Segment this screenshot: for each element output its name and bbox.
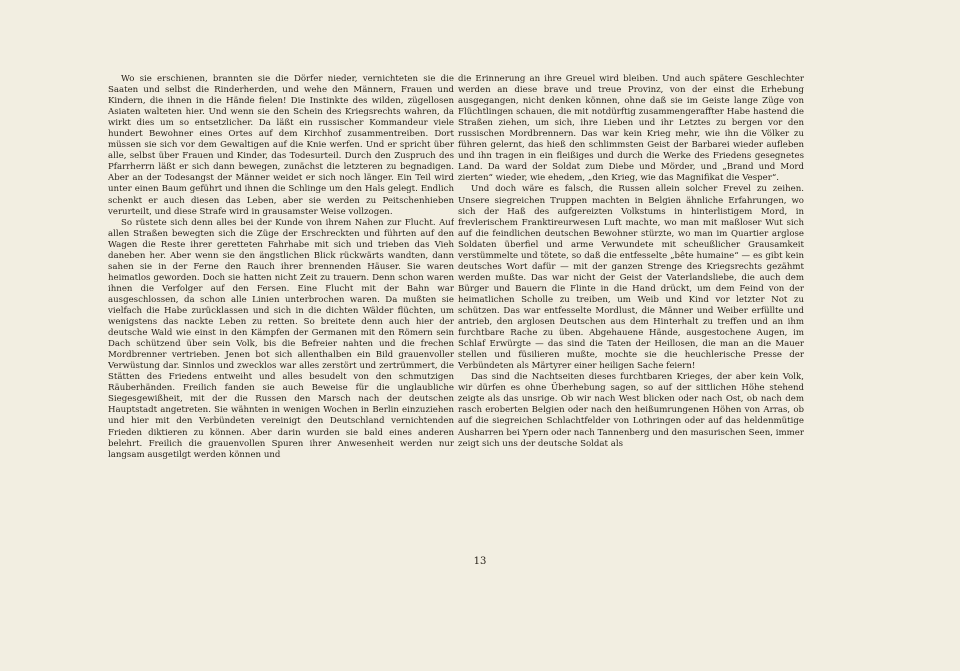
paragraph: So rüstete sich denn alles bei der Kunde von ihrem Nahen zur Flucht. Auf allen Straßen bewegten sich die Züge der Erschreckten und führten auf den Wagen die Reste ihrer geretteten Fahrhabe mit sich und trieben das Vieh daneben her. Aber wenn sie den ängstlichen Blick rückwärts wandten, dann sahen sie in der Ferne den Rauch ihrer brennenden Häuser. Sie waren heimatlos geworden. Doch sie hatten nicht Zeit zu trauern. Denn schon waren ihnen die Verfolger auf den Fersen. Eine Flucht mit der Bahn war ausgeschlossen, da schon alle Linien unterbrochen waren. Da mußten sie vielfach die Habe zurücklassen und sich in die dichten Wälder flüchten, um wenigstens das nackte Leben zu retten. So breitete denn auch hier der deutsche Wald wie einst in den Kämpfen der Germanen mit den Römern sein Dach schützend über sein Volk, bis die Befreier nahten und die frechen Mordbrenner vertrieben. Jenen bot sich allenthalben ein Bild grauenvoller Verwüstung dar. Sinnlos und zwecklos war alles zerstört und zertrümmert, die Stätten des Friedens entweiht und alles besudelt von den schmutzigen Räuberhänden. Freilich fanden sie auch Beweise für die unglaubliche Siegesgewißheit, mit der die Russen den Marsch nach der deutschen Hauptstadt angetreten. Sie wähnten in wenigen Wochen in Berlin einzuziehen und hier mit den Verbündeten vereinigt den Deutschland vernichtenden Frieden diktieren zu können. Aber darin wurden sie bald eines anderen belehrt. Freilich die grauenvollen Spuren ihrer Anwesenheit werden nur langsam ausgetilgt werden können und [108, 217, 454, 460]
right-text-column [458, 74, 804, 542]
paragraph: Und doch wäre es falsch, die Russen allein solcher Frevel zu zeihen. Unsere siegreichen Truppen machten in Belgien ähnliche Erfahrungen, wo sich der Haß des aufgereizten Volkstums in hinterlistigem Mord, in frevlerischem Franktireurwesen Luft machte, wo man mit maßloser Wut sich auf die feindlichen deutschen Bewohner stürzte, wo man im Quartier arglose Soldaten überfiel und arme Verwundete mit scheußlicher Grausamkeit verstümmelte und tötete, so daß die entfesselte „bête humaine“ — es gibt kein deutsches Wort dafür — mit der ganzen Strenge des Kriegsrechts gezähmt werden mußte. Das war nicht der Geist der Vaterlandsliebe, die auch dem Bürger und Bauern die Flinte in die Hand drückt, um dem Feind von der heimatlichen Scholle zu treiben, um Weib und Kind vor letzter Not zu schützen. Das war entfesselte Mordlust, die Männer und Weiber erfüllte und antrieb, den arglosen Deutschen aus dem Hinterhalt zu treffen und an ihm furchtbare Rache zu üben. Abgehauene Hände, ausgestochene Augen, im Schlaf Erwürgte — das sind die Taten der Heillosen, die man an die Mauer stellen und füsilieren mußte, mochte sie die heuchlerische Presse der Verbündeten als Märtyrer einer heiligen Sache feiern! [458, 184, 804, 372]
paragraph-continuation: die Erinnerung an ihre Greuel wird bleiben. Und auch spätere Geschlechter werden an diese brave und treue Provinz, von der einst die Erhebung ausgegangen, nicht denken können, ohne daß sie im Geiste lange Züge von Flüchtlingen schauen, die mit notdürftig zusammengeraffter Habe hastend die Straßen ziehen, um sich, ihre Lieben und ihr Letztes zu bergen vor den russischen Mordbrennern. Das war kein Krieg mehr, wie ihn die Völker zu führen gelernt, das hieß den schlimmsten Geist der Barbarei wieder aufleben und ihn tragen in ein fleißiges und durch die Werke des Friedens gesegnetes Land. Da ward der Soldat zum Diebe und Mörder, und „Brand und Mord zierten“ wieder, wie ehedem, „den Krieg, wie das Magnifikat die Vesper“. [458, 74, 804, 184]
paragraph: Wo sie erschienen, brannten sie die Dörfer nieder, vernichteten sie die Saaten und selbst die Rinderherden, und wehe den Männern, Frauen und Kindern, die ihnen in die Hände fielen! Die Instinkte des wilden, zügellosen Asiaten walteten hier. Und wenn sie den Schein des Kriegsrechts wahren, da wirkt dies um so entsetzlicher. Da läßt ein russischer Kommandeur viele hundert Bewohner eines Ortes auf dem Kirchhof zusammentreiben. Dort müssen sie sich vor dem Gewaltigen auf die Knie werfen. Und er spricht über alle, selbst über Frauen und Kinder, das Todesurteil. Durch den Zuspruch des Pfarrherrn läßt er sich dann bewegen, zunächst die letzteren zu begnadigen. Aber an der Todesangst der Männer weidet er sich noch länger. Ein Teil wird unter einen Baum geführt und ihnen die Schlinge um den Hals gelegt. Endlich schenkt er auch diesen das Leben, aber sie werden zu Peitschenhieben verurteilt, und diese Strafe wird in grausamster Weise vollzogen. [108, 74, 454, 217]
left-text-column [108, 74, 454, 542]
page-number: 13 [473, 556, 487, 567]
paragraph: Das sind die Nachtseiten dieses furchtbaren Krieges, der aber kein Volk, wir dürfen es ohne Überhebung sagen, so auf der sittlichen Höhe stehend zeigte als das unsrige. Ob wir nach West blicken oder nach Ost, ob nach dem rasch eroberten Belgien oder nach den heißumrungenen Höhen von Arras, ob auf die siegreichen Schlachtfelder von Lothringen oder auf das heldenmütige Ausharren bei Ypern oder nach Tannenberg und den masurischen Seen, immer zeigt sich uns der deutsche Soldat als [458, 372, 804, 449]
